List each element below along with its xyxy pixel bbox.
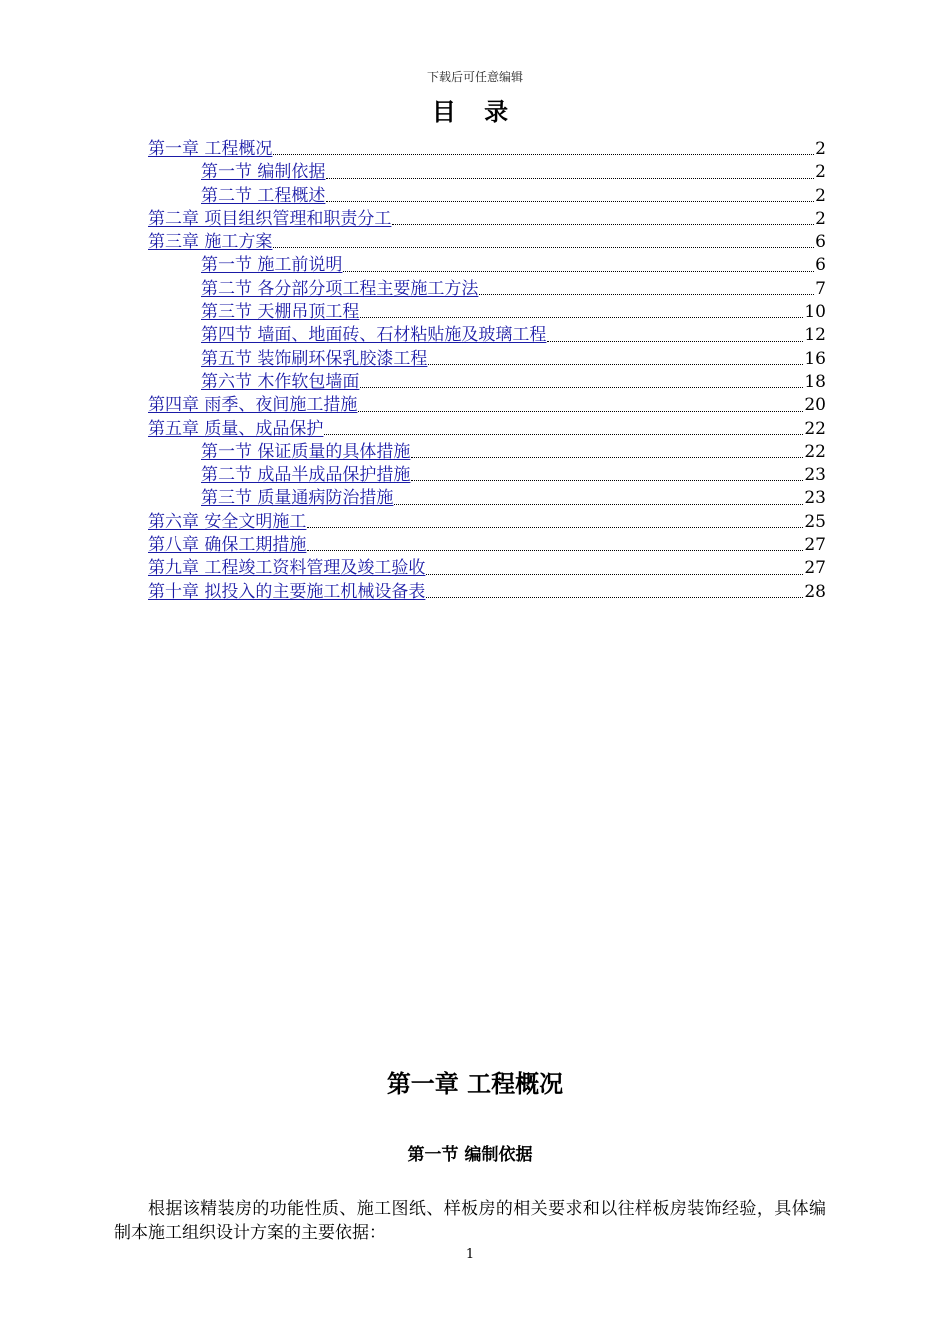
toc-title: 目 录	[431, 98, 519, 126]
toc-entry[interactable]	[148, 254, 826, 277]
toc-entry[interactable]	[148, 464, 826, 487]
toc-leader-dots	[428, 364, 803, 365]
toc-entry-page: 6	[815, 255, 826, 276]
toc-entry-link[interactable]: 第二章 项目组织管理和职责分工	[148, 208, 392, 229]
toc-entry-page: 23	[804, 488, 826, 509]
toc-entry[interactable]	[148, 231, 826, 254]
toc-entry-page: 2	[815, 139, 826, 159]
toc-leader-dots	[547, 341, 803, 342]
chapter-heading: 第一章 工程概况	[386, 1070, 564, 1098]
toc-entry-page: 23	[804, 465, 826, 486]
toc-entry-link[interactable]: 第三节 质量通病防治措施	[201, 488, 394, 509]
toc-leader-dots	[426, 597, 803, 598]
toc-entry-page: 7	[815, 278, 826, 299]
toc-entry-link[interactable]: 第九章 工程竣工资料管理及竣工验收	[148, 558, 426, 579]
toc-entry-link[interactable]: 第一节 编制依据	[201, 162, 326, 183]
toc-entry-link[interactable]: 第三章 施工方案	[148, 232, 273, 253]
toc-leader-dots	[358, 411, 803, 412]
toc-entry-page: 27	[804, 535, 826, 556]
toc-entry[interactable]	[148, 324, 826, 347]
toc-entry[interactable]	[148, 581, 826, 604]
toc-entry-page: 2	[815, 208, 826, 229]
toc-entry-link[interactable]: 第二节 工程概述	[201, 185, 326, 206]
toc-entry[interactable]	[148, 418, 826, 441]
toc-leader-dots	[324, 434, 803, 435]
toc-leader-dots	[411, 457, 803, 458]
toc-leader-dots	[273, 247, 814, 248]
toc-leader-dots	[394, 504, 803, 505]
toc-entry-page: 28	[804, 581, 826, 602]
table-of-contents	[148, 138, 826, 604]
toc-entry[interactable]	[148, 394, 826, 417]
toc-entry-page: 2	[815, 162, 826, 183]
toc-entry[interactable]	[148, 278, 826, 301]
toc-leader-dots	[479, 294, 814, 295]
toc-leader-dots	[360, 387, 803, 388]
toc-entry-page: 20	[804, 395, 826, 416]
toc-entry[interactable]	[148, 208, 826, 231]
page-number: 1	[465, 1247, 475, 1262]
toc-entry-link[interactable]: 第六章 安全文明施工	[148, 511, 307, 532]
toc-leader-dots	[392, 224, 814, 225]
toc-entry[interactable]	[148, 441, 826, 464]
toc-entry-page: 22	[804, 418, 826, 439]
toc-entry-link[interactable]: 第六节 木作软包墙面	[201, 371, 360, 392]
body-paragraph: 根据该精装房的功能性质、施工图纸、样板房的相关要求和以往样板房装饰经验，具体编制本施工组织设计方案的主要依据：	[114, 1199, 826, 1243]
header-note: 下载后可任意编辑	[426, 70, 523, 84]
toc-entry-link[interactable]: 第四章 雨季、夜间施工措施	[148, 395, 358, 416]
toc-entry-link[interactable]: 第八章 确保工期措施	[148, 535, 307, 556]
toc-entry-link[interactable]: 第一节 施工前说明	[201, 255, 343, 276]
toc-leader-dots	[343, 271, 814, 272]
toc-leader-dots	[273, 154, 814, 155]
toc-leader-dots	[360, 317, 803, 318]
toc-entry[interactable]	[148, 138, 826, 161]
toc-entry-link[interactable]: 第十章 拟投入的主要施工机械设备表	[148, 581, 426, 602]
toc-entry-link[interactable]: 第四节 墙面、地面砖、石材粘贴施及玻璃工程	[201, 325, 547, 346]
toc-entry-page: 16	[804, 348, 826, 369]
toc-entry-page: 18	[804, 371, 826, 392]
section-heading: 第一节 编制依据	[407, 1145, 533, 1165]
toc-leader-dots	[307, 550, 803, 551]
toc-entry[interactable]	[148, 185, 826, 208]
toc-entry-link[interactable]: 第一节 保证质量的具体措施	[201, 441, 411, 462]
toc-entry-link[interactable]: 第二节 成品半成品保护措施	[201, 465, 411, 486]
toc-entry-page: 12	[804, 325, 826, 346]
toc-leader-dots	[326, 178, 814, 179]
toc-entry[interactable]	[148, 487, 826, 510]
toc-leader-dots	[411, 480, 803, 481]
toc-entry[interactable]	[148, 161, 826, 184]
toc-entry-page: 22	[804, 441, 826, 462]
toc-entry[interactable]	[148, 301, 826, 324]
toc-leader-dots	[426, 574, 803, 575]
toc-entry-page: 25	[804, 511, 826, 532]
toc-entry-page: 2	[815, 185, 826, 206]
toc-entry-link[interactable]: 第三节 天棚吊顶工程	[201, 302, 360, 323]
toc-entry-page: 10	[804, 302, 826, 323]
toc-entry[interactable]	[148, 534, 826, 557]
toc-entry[interactable]	[148, 371, 826, 394]
toc-entry-page: 6	[815, 232, 826, 253]
toc-entry-link[interactable]: 第二节 各分部分项工程主要施工方法	[201, 278, 479, 299]
toc-entry[interactable]	[148, 511, 826, 534]
toc-entry[interactable]	[148, 557, 826, 580]
toc-entry-link[interactable]: 第一章 工程概况	[148, 139, 273, 159]
toc-leader-dots	[326, 201, 814, 202]
toc-entry[interactable]	[148, 348, 826, 371]
toc-entry-link[interactable]: 第五节 装饰刷环保乳胶漆工程	[201, 348, 428, 369]
toc-entry-page: 27	[804, 558, 826, 579]
toc-leader-dots	[307, 527, 803, 528]
toc-entry-link[interactable]: 第五章 质量、成品保护	[148, 418, 324, 439]
